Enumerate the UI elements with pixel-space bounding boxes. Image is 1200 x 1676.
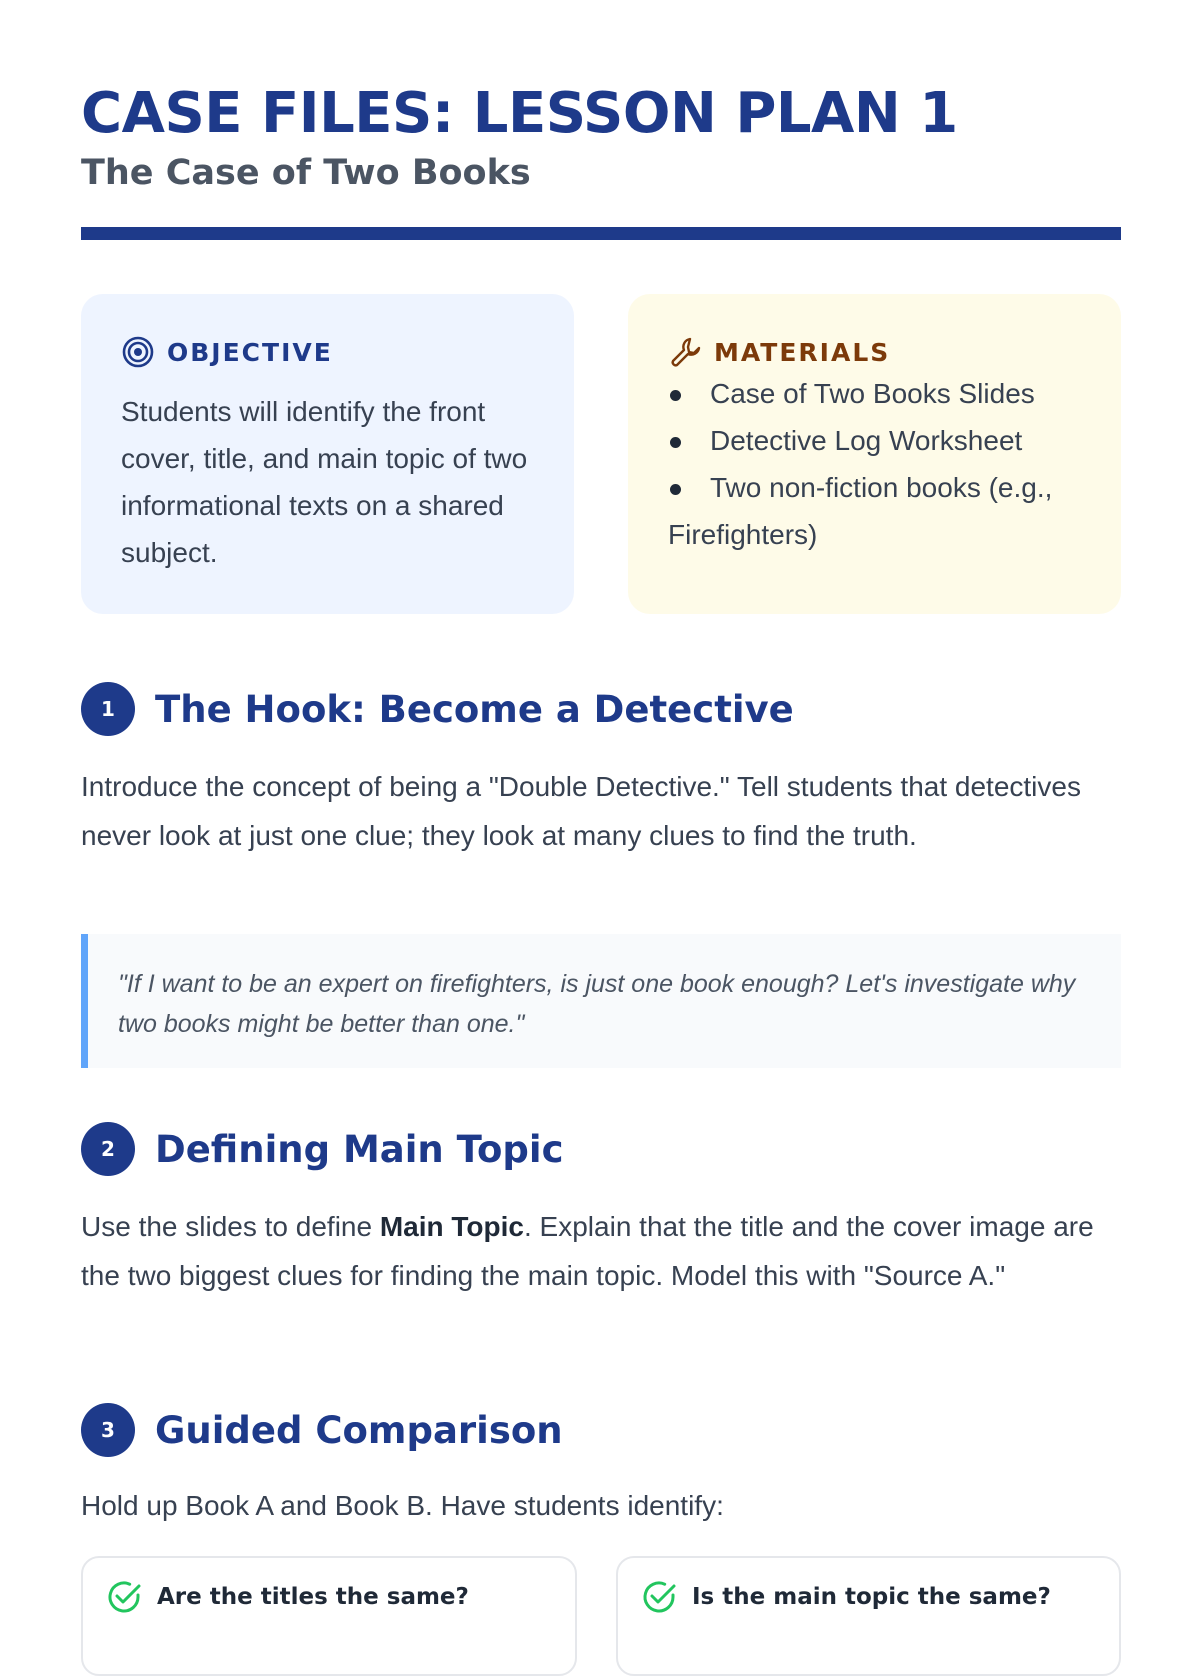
- objective-header: [121, 334, 534, 370]
- teacher-quote: "If I want to be an expert on firefighters, is just one book enough? Let's investigate why two books might be better than one.": [81, 934, 1121, 1068]
- step-2-body-rest: . Explain that the title and the cover image are the two biggest clues for finding the main topic. Model this with "Source A.": [81, 1211, 1094, 1291]
- check-circle-icon: [640, 1578, 678, 1616]
- materials-item: Detective Log Worksheet: [668, 417, 1081, 464]
- materials-header: [668, 334, 1081, 370]
- materials-card: [628, 294, 1121, 614]
- step-title: Defining Main Topic: [155, 1127, 564, 1171]
- materials-item: Two non-fiction books (e.g., Firefighters): [668, 464, 1081, 558]
- question-text: Is the main topic the same?: [692, 1584, 1051, 1610]
- objective-label: OBJECTIVE: [167, 337, 333, 367]
- objective-text: Students will identify the front cover, title, and main topic of two informational texts on a shared subject.: [121, 396, 528, 568]
- materials-list: [668, 370, 1081, 558]
- target-icon: [121, 335, 155, 369]
- question-text: Are the titles the same?: [157, 1584, 469, 1610]
- page-subtitle: The Case of Two Books: [81, 153, 531, 193]
- step-1-header: [81, 681, 794, 737]
- step-title: Guided Comparison: [155, 1408, 563, 1452]
- step-3-body: Hold up Book A and Book B. Have students identify:: [81, 1490, 724, 1521]
- step-1-body: Introduce the concept of being a "Double Detective." Tell students that detectives never look at just one clue; they look at many clues to find the truth.: [81, 771, 1081, 851]
- step-2-body-lead: Use the slides to define: [81, 1211, 380, 1242]
- question-card: [81, 1556, 577, 1676]
- step-2-body: [81, 1202, 1121, 1300]
- question-card: [616, 1556, 1121, 1676]
- wrench-icon: [668, 335, 702, 369]
- title-divider: [81, 227, 1121, 240]
- main-topic-term: Main Topic: [379, 1211, 524, 1242]
- check-circle-icon: [105, 1578, 143, 1616]
- objective-card: [81, 294, 574, 614]
- page-title: CASE FILES: LESSON PLAN 1: [81, 81, 958, 146]
- step-2-header: [81, 1121, 564, 1177]
- step-number-badge: 3: [81, 1403, 135, 1457]
- step-number-badge: 2: [81, 1122, 135, 1176]
- step-title: The Hook: Become a Detective: [155, 687, 794, 731]
- step-3-header: [81, 1402, 563, 1458]
- step-number-badge: 1: [81, 682, 135, 736]
- materials-label: MATERIALS: [714, 337, 891, 367]
- materials-item: Case of Two Books Slides: [668, 370, 1081, 417]
